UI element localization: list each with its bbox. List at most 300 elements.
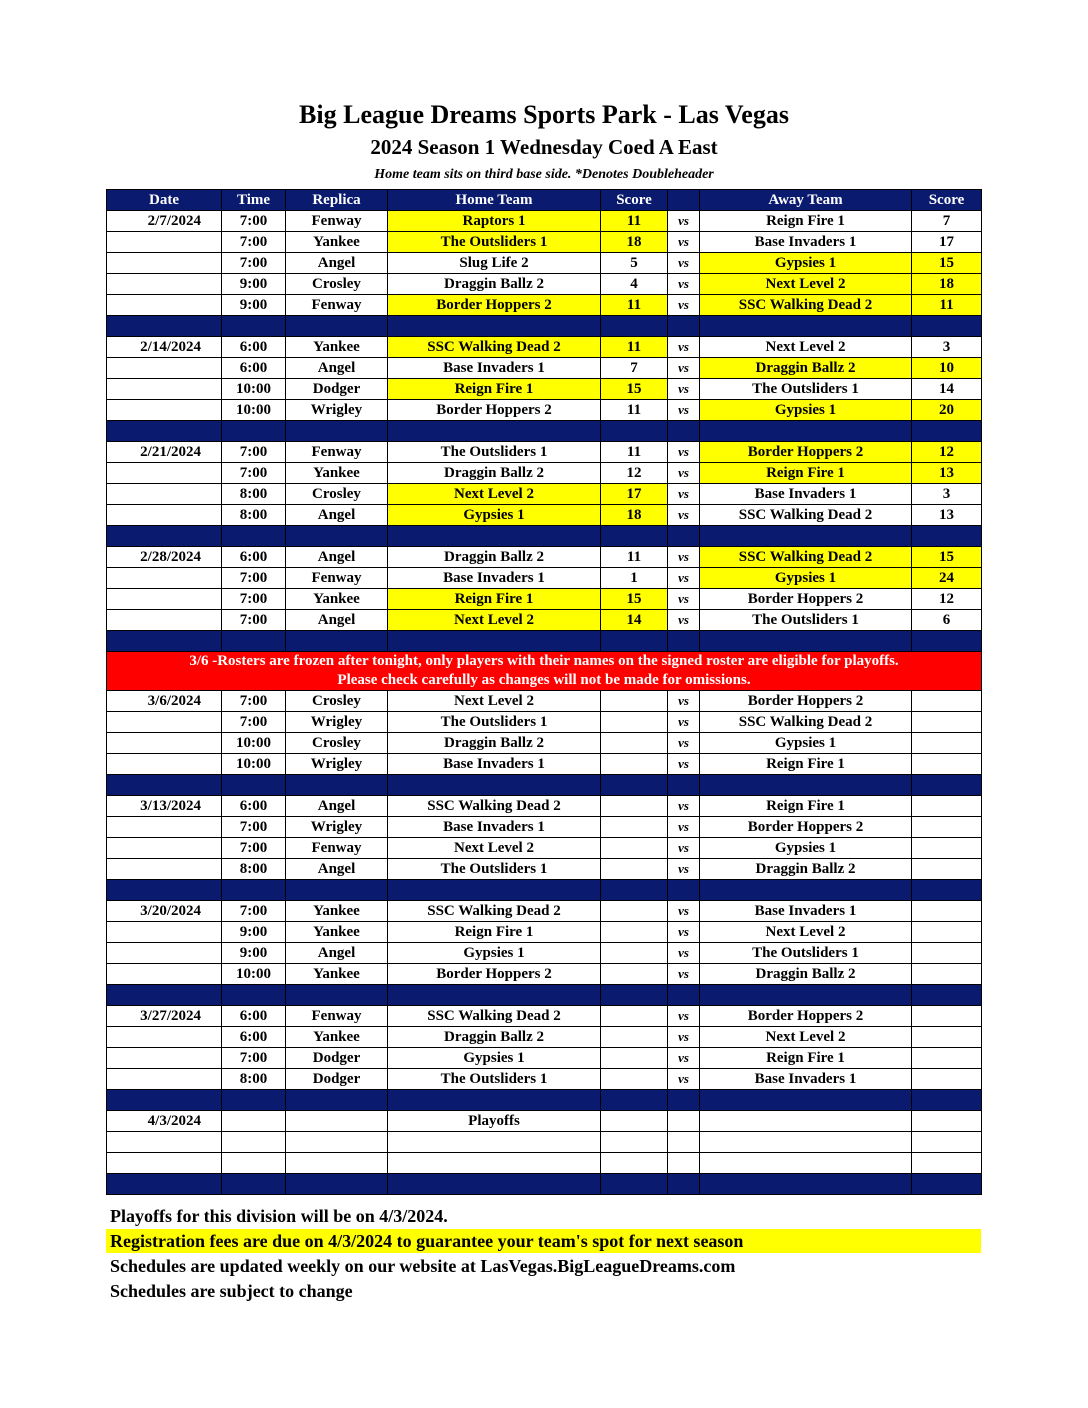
game-date: 3/13/2024 <box>107 796 222 817</box>
home-team: Base Invaders 1 <box>388 754 601 775</box>
playoffs-label: Playoffs <box>388 1111 601 1132</box>
game-field: Wrigley <box>286 712 388 733</box>
game-field: Crosley <box>286 274 388 295</box>
roster-notice-row <box>107 652 982 691</box>
separator-cell <box>107 316 222 337</box>
separator-cell <box>700 1090 912 1111</box>
away-score: 14 <box>912 379 982 400</box>
empty-cell <box>912 1153 982 1174</box>
separator-cell <box>286 316 388 337</box>
away-score <box>912 943 982 964</box>
vs-label: vs <box>668 922 700 943</box>
game-date <box>107 838 222 859</box>
separator-cell <box>107 880 222 901</box>
away-score: 20 <box>912 400 982 421</box>
away-team: Next Level 2 <box>700 1027 912 1048</box>
away-score <box>912 922 982 943</box>
game-time: 7:00 <box>222 232 286 253</box>
separator-cell <box>286 421 388 442</box>
game-date <box>107 754 222 775</box>
home-score: 5 <box>601 253 668 274</box>
separator-cell <box>388 1174 601 1195</box>
separator-cell <box>286 985 388 1006</box>
away-team: Reign Fire 1 <box>700 1048 912 1069</box>
home-score <box>601 943 668 964</box>
game-date <box>107 358 222 379</box>
separator-cell <box>388 1090 601 1111</box>
separator-cell <box>286 1090 388 1111</box>
game-time: 8:00 <box>222 484 286 505</box>
empty-cell <box>668 1111 700 1132</box>
separator-cell <box>107 526 222 547</box>
home-team: SSC Walking Dead 2 <box>388 796 601 817</box>
empty-cell <box>286 1111 388 1132</box>
vs-label: vs <box>668 712 700 733</box>
game-date <box>107 1069 222 1090</box>
vs-label: vs <box>668 1006 700 1027</box>
game-row <box>107 901 982 922</box>
game-time: 6:00 <box>222 547 286 568</box>
separator-cell <box>286 631 388 652</box>
game-field: Dodger <box>286 1048 388 1069</box>
away-score: 12 <box>912 442 982 463</box>
game-field: Yankee <box>286 232 388 253</box>
separator-cell <box>601 316 668 337</box>
game-field: Yankee <box>286 589 388 610</box>
separator-cell <box>912 421 982 442</box>
home-team: Draggin Ballz 2 <box>388 547 601 568</box>
home-score <box>601 817 668 838</box>
week-separator <box>107 1174 982 1195</box>
game-time: 7:00 <box>222 817 286 838</box>
game-row <box>107 691 982 712</box>
away-team: The Outsliders 1 <box>700 610 912 631</box>
game-time: 8:00 <box>222 859 286 880</box>
separator-cell <box>700 421 912 442</box>
game-date <box>107 733 222 754</box>
footer-change-note: Schedules are subject to change <box>110 1281 353 1301</box>
game-row <box>107 733 982 754</box>
game-date: 2/21/2024 <box>107 442 222 463</box>
game-row <box>107 547 982 568</box>
separator-cell <box>222 1174 286 1195</box>
separator-cell <box>668 985 700 1006</box>
home-team: Border Hoppers 2 <box>388 964 601 985</box>
header-away-team: Away Team <box>700 190 912 211</box>
separator-cell <box>222 1090 286 1111</box>
home-team: SSC Walking Dead 2 <box>388 1006 601 1027</box>
empty-cell <box>700 1132 912 1153</box>
week-separator <box>107 526 982 547</box>
separator-cell <box>668 421 700 442</box>
roster-notice <box>107 652 982 691</box>
separator-cell <box>107 1090 222 1111</box>
home-team: The Outsliders 1 <box>388 712 601 733</box>
separator-cell <box>388 775 601 796</box>
home-score: 11 <box>601 442 668 463</box>
empty-cell <box>700 1153 912 1174</box>
game-row <box>107 253 982 274</box>
home-team: Base Invaders 1 <box>388 358 601 379</box>
home-score: 11 <box>601 295 668 316</box>
empty-cell <box>601 1153 668 1174</box>
game-row <box>107 589 982 610</box>
away-team: Reign Fire 1 <box>700 754 912 775</box>
separator-cell <box>388 526 601 547</box>
away-score: 17 <box>912 232 982 253</box>
home-team: Next Level 2 <box>388 610 601 631</box>
separator-cell <box>700 880 912 901</box>
away-score: 15 <box>912 253 982 274</box>
separator-cell <box>388 880 601 901</box>
game-row <box>107 943 982 964</box>
away-score <box>912 691 982 712</box>
separator-cell <box>107 421 222 442</box>
game-row <box>107 211 982 232</box>
game-field: Angel <box>286 253 388 274</box>
game-field: Fenway <box>286 442 388 463</box>
game-time: 8:00 <box>222 1069 286 1090</box>
game-field: Angel <box>286 547 388 568</box>
game-date <box>107 1027 222 1048</box>
game-row <box>107 232 982 253</box>
week-separator <box>107 880 982 901</box>
game-time: 7:00 <box>222 901 286 922</box>
schedule-table <box>106 189 982 1195</box>
away-team: SSC Walking Dead 2 <box>700 505 912 526</box>
home-team: Border Hoppers 2 <box>388 295 601 316</box>
vs-label: vs <box>668 1069 700 1090</box>
away-score <box>912 712 982 733</box>
game-date: 3/20/2024 <box>107 901 222 922</box>
game-date <box>107 253 222 274</box>
home-score: 15 <box>601 379 668 400</box>
home-score <box>601 691 668 712</box>
home-team: Gypsies 1 <box>388 505 601 526</box>
away-score <box>912 733 982 754</box>
vs-label: vs <box>668 964 700 985</box>
away-score <box>912 901 982 922</box>
game-date <box>107 817 222 838</box>
away-score <box>912 754 982 775</box>
vs-label: vs <box>668 610 700 631</box>
away-team: The Outsliders 1 <box>700 379 912 400</box>
separator-cell <box>668 775 700 796</box>
game-time: 10:00 <box>222 754 286 775</box>
home-team: Draggin Ballz 2 <box>388 733 601 754</box>
away-team: Gypsies 1 <box>700 733 912 754</box>
away-score: 6 <box>912 610 982 631</box>
separator-cell <box>601 1174 668 1195</box>
away-team: SSC Walking Dead 2 <box>700 547 912 568</box>
separator-cell <box>107 631 222 652</box>
game-time: 10:00 <box>222 733 286 754</box>
home-score: 7 <box>601 358 668 379</box>
week-separator <box>107 631 982 652</box>
game-time: 7:00 <box>222 712 286 733</box>
game-time: 7:00 <box>222 589 286 610</box>
game-time: 6:00 <box>222 1006 286 1027</box>
game-date <box>107 379 222 400</box>
game-date: 2/14/2024 <box>107 337 222 358</box>
game-time: 7:00 <box>222 211 286 232</box>
game-date <box>107 463 222 484</box>
away-team: Base Invaders 1 <box>700 901 912 922</box>
home-team: Base Invaders 1 <box>388 817 601 838</box>
game-field: Angel <box>286 796 388 817</box>
away-score <box>912 964 982 985</box>
empty-cell <box>107 1153 222 1174</box>
away-score: 15 <box>912 547 982 568</box>
game-field: Dodger <box>286 379 388 400</box>
home-team: Next Level 2 <box>388 691 601 712</box>
header-home-team: Home Team <box>388 190 601 211</box>
page-title: Big League Dreams Sports Park - Las Vegas <box>299 100 789 129</box>
separator-cell <box>668 631 700 652</box>
vs-label: vs <box>668 274 700 295</box>
week-separator <box>107 1090 982 1111</box>
home-score <box>601 1006 668 1027</box>
away-score <box>912 817 982 838</box>
vs-label: vs <box>668 442 700 463</box>
away-score: 24 <box>912 568 982 589</box>
game-field: Wrigley <box>286 400 388 421</box>
vs-label: vs <box>668 691 700 712</box>
separator-cell <box>601 421 668 442</box>
game-row <box>107 817 982 838</box>
game-field: Wrigley <box>286 754 388 775</box>
playoffs-date: 4/3/2024 <box>107 1111 222 1132</box>
game-time: 9:00 <box>222 274 286 295</box>
empty-cell <box>668 1153 700 1174</box>
home-score: 4 <box>601 274 668 295</box>
separator-cell <box>601 775 668 796</box>
week-separator <box>107 985 982 1006</box>
game-row <box>107 859 982 880</box>
empty-cell <box>286 1153 388 1174</box>
empty-cell <box>107 1132 222 1153</box>
game-date <box>107 400 222 421</box>
away-team: Reign Fire 1 <box>700 796 912 817</box>
home-team: Draggin Ballz 2 <box>388 1027 601 1048</box>
empty-row <box>107 1132 982 1153</box>
game-field: Fenway <box>286 568 388 589</box>
separator-cell <box>222 880 286 901</box>
empty-row <box>107 1153 982 1174</box>
vs-label: vs <box>668 568 700 589</box>
away-team: Next Level 2 <box>700 922 912 943</box>
schedule-note: Home team sits on third base side. *Denotes Doubleheader <box>374 167 714 182</box>
game-date: 2/7/2024 <box>107 211 222 232</box>
vs-label: vs <box>668 547 700 568</box>
away-team: Border Hoppers 2 <box>700 442 912 463</box>
game-field: Dodger <box>286 1069 388 1090</box>
game-date <box>107 859 222 880</box>
playoffs-row <box>107 1111 982 1132</box>
separator-cell <box>222 316 286 337</box>
game-field: Yankee <box>286 922 388 943</box>
roster-notice-line: 3/6 -Rosters are frozen after tonight, only players with their names on the signed roster are eligible for playoffs. <box>189 653 899 669</box>
home-score: 14 <box>601 610 668 631</box>
home-score <box>601 922 668 943</box>
game-date <box>107 484 222 505</box>
away-team: Draggin Ballz 2 <box>700 859 912 880</box>
vs-label: vs <box>668 838 700 859</box>
home-team: The Outsliders 1 <box>388 1069 601 1090</box>
game-row <box>107 337 982 358</box>
separator-cell <box>107 775 222 796</box>
separator-cell <box>388 985 601 1006</box>
game-date <box>107 922 222 943</box>
away-score: 3 <box>912 484 982 505</box>
separator-cell <box>286 1174 388 1195</box>
away-team: Base Invaders 1 <box>700 1069 912 1090</box>
separator-cell <box>912 985 982 1006</box>
game-field: Yankee <box>286 337 388 358</box>
week-separator <box>107 775 982 796</box>
home-team: The Outsliders 1 <box>388 859 601 880</box>
empty-cell <box>912 1111 982 1132</box>
header-away-score: Score <box>912 190 982 211</box>
game-field: Angel <box>286 943 388 964</box>
game-date <box>107 295 222 316</box>
game-time: 6:00 <box>222 358 286 379</box>
separator-cell <box>700 316 912 337</box>
home-score: 17 <box>601 484 668 505</box>
header-vs <box>668 190 700 211</box>
home-score <box>601 901 668 922</box>
away-team: SSC Walking Dead 2 <box>700 295 912 316</box>
game-field: Fenway <box>286 1006 388 1027</box>
separator-cell <box>912 316 982 337</box>
vs-label: vs <box>668 400 700 421</box>
game-field: Crosley <box>286 691 388 712</box>
game-row <box>107 1006 982 1027</box>
page-subtitle: 2024 Season 1 Wednesday Coed A East <box>370 135 718 159</box>
away-team: SSC Walking Dead 2 <box>700 712 912 733</box>
separator-cell <box>700 526 912 547</box>
game-field: Crosley <box>286 484 388 505</box>
home-score: 11 <box>601 337 668 358</box>
vs-label: vs <box>668 463 700 484</box>
vs-label: vs <box>668 859 700 880</box>
away-team: Reign Fire 1 <box>700 463 912 484</box>
game-row <box>107 1069 982 1090</box>
separator-cell <box>222 985 286 1006</box>
separator-cell <box>912 880 982 901</box>
game-field: Fenway <box>286 295 388 316</box>
roster-notice-line: Please check carefully as changes will not be made for omissions. <box>337 672 751 688</box>
game-time: 9:00 <box>222 943 286 964</box>
header-date: Date <box>107 190 222 211</box>
home-score: 18 <box>601 505 668 526</box>
separator-cell <box>222 421 286 442</box>
home-score <box>601 1069 668 1090</box>
game-field: Crosley <box>286 733 388 754</box>
game-field: Yankee <box>286 1027 388 1048</box>
separator-cell <box>286 526 388 547</box>
footer-playoffs-note: Playoffs for this division will be on 4/3/2024. <box>110 1206 448 1226</box>
separator-cell <box>668 316 700 337</box>
home-team: Draggin Ballz 2 <box>388 274 601 295</box>
separator-cell <box>286 775 388 796</box>
vs-label: vs <box>668 754 700 775</box>
away-score: 13 <box>912 505 982 526</box>
game-field: Yankee <box>286 463 388 484</box>
home-score: 12 <box>601 463 668 484</box>
game-date <box>107 712 222 733</box>
separator-cell <box>668 1090 700 1111</box>
separator-cell <box>601 880 668 901</box>
empty-cell <box>388 1132 601 1153</box>
separator-cell <box>668 1174 700 1195</box>
game-row <box>107 1027 982 1048</box>
home-team: Slug Life 2 <box>388 253 601 274</box>
vs-label: vs <box>668 358 700 379</box>
game-time: 7:00 <box>222 568 286 589</box>
home-score <box>601 733 668 754</box>
separator-cell <box>912 526 982 547</box>
game-date <box>107 943 222 964</box>
vs-label: vs <box>668 589 700 610</box>
vs-label: vs <box>668 253 700 274</box>
game-field: Fenway <box>286 838 388 859</box>
away-team: Next Level 2 <box>700 337 912 358</box>
away-team: The Outsliders 1 <box>700 943 912 964</box>
separator-cell <box>601 631 668 652</box>
separator-cell <box>601 985 668 1006</box>
header-home-score: Score <box>601 190 668 211</box>
home-team: Base Invaders 1 <box>388 568 601 589</box>
vs-label: vs <box>668 232 700 253</box>
home-score <box>601 1027 668 1048</box>
game-row <box>107 754 982 775</box>
game-field: Angel <box>286 358 388 379</box>
away-score <box>912 1027 982 1048</box>
vs-label: vs <box>668 211 700 232</box>
away-score: 12 <box>912 589 982 610</box>
separator-cell <box>668 526 700 547</box>
week-separator <box>107 421 982 442</box>
away-team: Draggin Ballz 2 <box>700 964 912 985</box>
home-score <box>601 964 668 985</box>
home-team: The Outsliders 1 <box>388 232 601 253</box>
game-date <box>107 232 222 253</box>
home-team: Gypsies 1 <box>388 943 601 964</box>
vs-label: vs <box>668 505 700 526</box>
away-team: Base Invaders 1 <box>700 232 912 253</box>
home-score: 11 <box>601 400 668 421</box>
game-time: 6:00 <box>222 796 286 817</box>
vs-label: vs <box>668 1048 700 1069</box>
away-team: Gypsies 1 <box>700 568 912 589</box>
separator-cell <box>286 880 388 901</box>
separator-cell <box>700 985 912 1006</box>
game-date: 2/28/2024 <box>107 547 222 568</box>
away-score: 7 <box>912 211 982 232</box>
home-score <box>601 796 668 817</box>
home-score: 11 <box>601 547 668 568</box>
home-team: Reign Fire 1 <box>388 589 601 610</box>
separator-cell <box>222 631 286 652</box>
game-time: 9:00 <box>222 295 286 316</box>
week-separator <box>107 316 982 337</box>
footer-registration-note: Registration fees are due on 4/3/2024 to guarantee your team's spot for next season <box>106 1229 981 1253</box>
empty-cell <box>601 1111 668 1132</box>
header-time: Time <box>222 190 286 211</box>
separator-cell <box>601 526 668 547</box>
game-row <box>107 484 982 505</box>
